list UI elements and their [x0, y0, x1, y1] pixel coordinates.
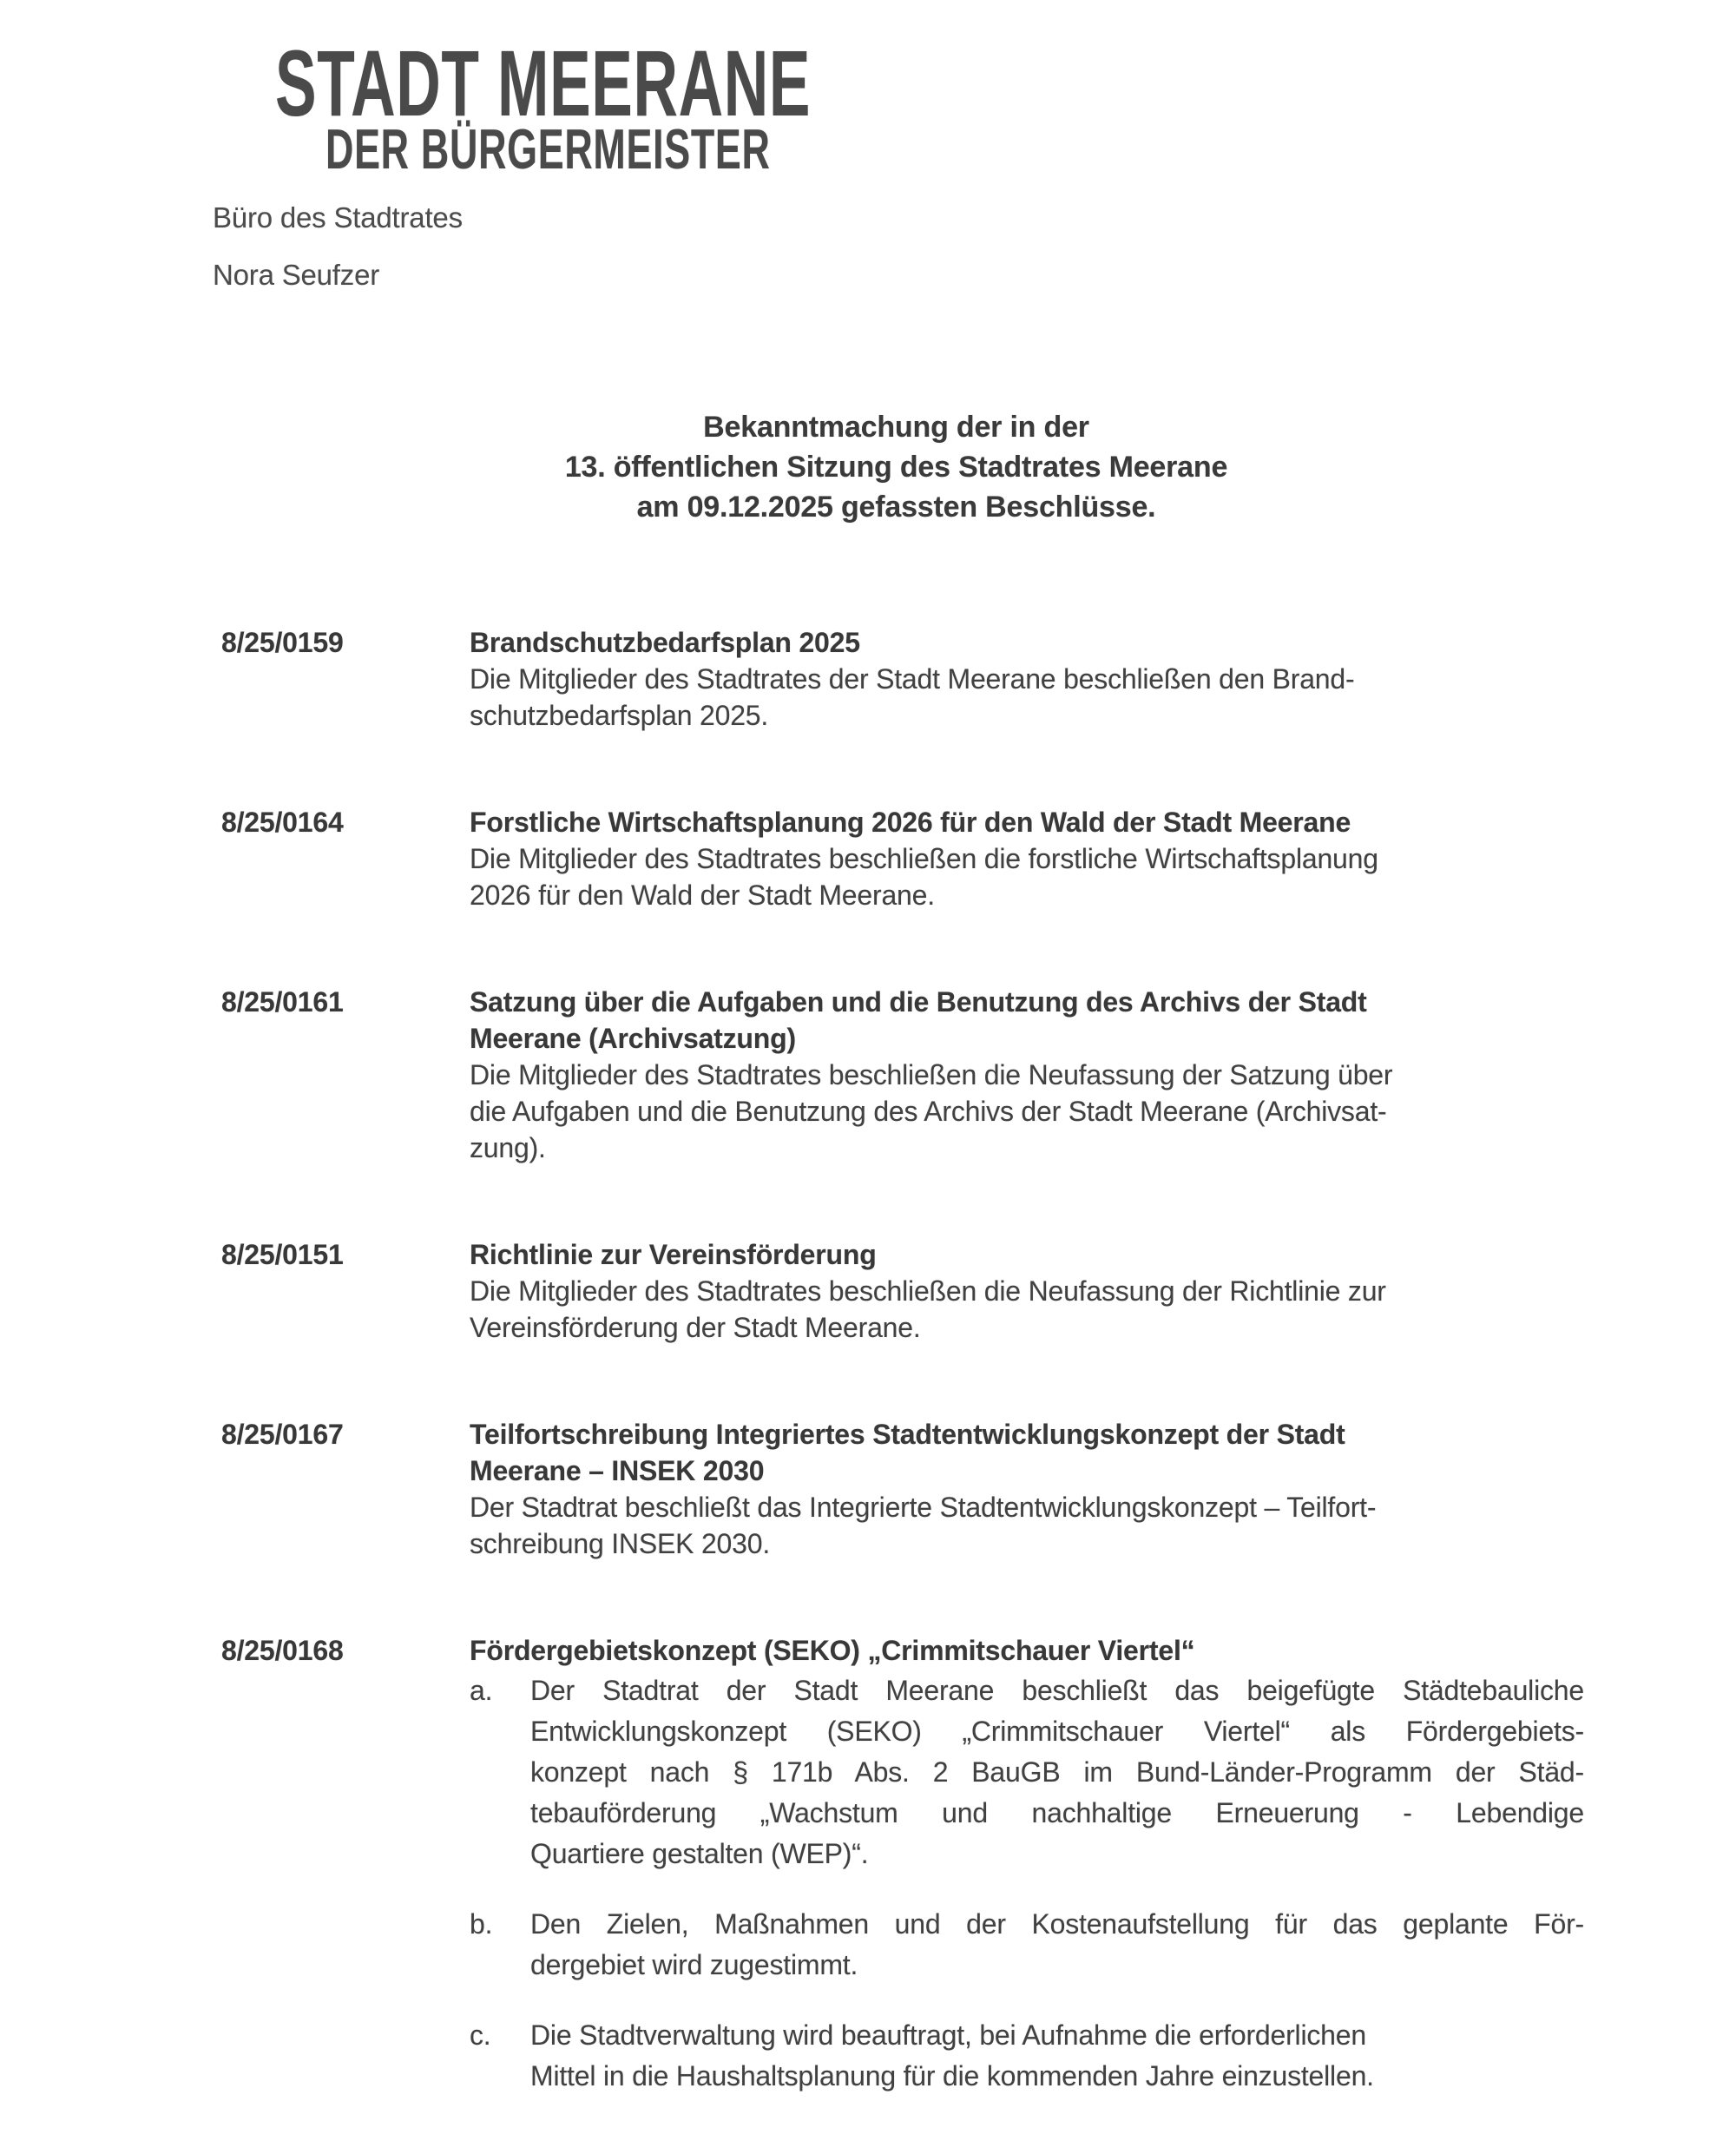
resolution-title: [470, 1236, 1584, 1273]
text-line: Meerane (Archivsatzung): [470, 1023, 796, 1054]
letterhead-org-name: STADT MEERANE: [275, 30, 812, 135]
text-line: schutzbedarfsplan 2025.: [470, 700, 769, 731]
letterhead-department: Büro des Stadtrates: [213, 201, 463, 234]
resolution-title: [470, 984, 1584, 1057]
resolution-number: 8/25/0159: [221, 627, 344, 658]
resolutions-list: [221, 624, 1584, 2141]
text-line: Die Stadtverwaltung wird beauftragt, bei Aufnahme die erforderlichen: [530, 2019, 1366, 2051]
sub-item-b: [470, 1904, 1584, 1986]
resolution-content: [470, 804, 1584, 913]
sub-item-label: a.: [470, 1675, 493, 1706]
resolution-item: [221, 1632, 1584, 2097]
sub-item-c: [470, 2015, 1584, 2097]
resolution-body: [470, 1273, 1584, 1346]
resolution-number: 8/25/0168: [221, 1635, 344, 1666]
announcement-title: [226, 407, 1567, 527]
text-line: die Aufgaben und die Benutzung des Archivs der Stadt Meerane (Archivsat-: [470, 1096, 1387, 1127]
text-line: Richtlinie zur Vereinsförderung: [470, 1239, 877, 1270]
text-line: Bekanntmachung der in der: [703, 411, 1089, 444]
resolution-content: [470, 624, 1584, 734]
text-line: Vereinsförderung der Stadt Meerane.: [470, 1312, 921, 1343]
sub-item-a: [470, 1670, 1584, 1874]
sub-item-text: [530, 1670, 1584, 1874]
sub-item-text: [530, 1904, 1584, 1986]
letterhead-contact-person: Nora Seufzer: [213, 259, 380, 291]
resolution-number: 8/25/0151: [221, 1239, 344, 1270]
resolution-title: [470, 624, 1584, 661]
text-line: schreibung INSEK 2030.: [470, 1528, 771, 1559]
resolution-content: [470, 1416, 1584, 1562]
resolution-item: [221, 1416, 1584, 1562]
resolution-body: [470, 840, 1584, 913]
resolution-body: [470, 1489, 1584, 1562]
sub-item-text: [530, 2015, 1584, 2097]
text-line: dergebiet wird zugestimmt.: [530, 1949, 858, 1980]
text-line: zung).: [470, 1132, 546, 1163]
letterhead-role: DER BÜRGERMEISTER: [326, 117, 771, 181]
resolution-item: [221, 624, 1584, 734]
text-line: Entwicklungskonzept (SEKO) „Crimmitschauer Viertel“ als Fördergebiets-: [530, 1716, 1584, 1747]
text-line: Die Mitglieder des Stadtrates der Stadt Meerane beschließen den Brand-: [470, 663, 1355, 695]
text-line: Brandschutzbedarfsplan 2025: [470, 627, 860, 658]
text-line: Die Mitglieder des Stadtrates beschließen die Neufassung der Richtlinie zur: [470, 1275, 1386, 1307]
text-line: am 09.12.2025 gefassten Beschlüsse.: [636, 491, 1156, 524]
resolution-content: [470, 1236, 1584, 1346]
resolution-item: [221, 1236, 1584, 1346]
resolution-item: [221, 984, 1584, 1166]
resolution-content: [470, 984, 1584, 1166]
text-line: konzept nach § 171b Abs. 2 BauGB im Bund-Länder-Programm der Städ-: [530, 1756, 1584, 1788]
text-line: Fördergebietskonzept (SEKO) „Crimmitschauer Viertel“: [470, 1635, 1195, 1666]
text-line: 13. öffentlichen Sitzung des Stadtrates Meerane: [564, 451, 1228, 484]
resolution-title: [470, 804, 1584, 840]
text-line: Satzung über die Aufgaben und die Benutzung des Archivs der Stadt: [470, 986, 1367, 1018]
resolution-number: 8/25/0164: [221, 807, 344, 838]
resolution-sub-list: [470, 1670, 1584, 2097]
sub-item-label: c.: [470, 2019, 491, 2051]
sub-item-label: b.: [470, 1908, 493, 1940]
text-line: 2026 für den Wald der Stadt Meerane.: [470, 879, 935, 911]
resolution-number: 8/25/0167: [221, 1419, 344, 1450]
text-line: Quartiere gestalten (WEP)“.: [530, 1838, 869, 1869]
text-line: Der Stadtrat beschließt das Integrierte Stadtentwicklungskonzept – Teilfort-: [470, 1492, 1377, 1523]
resolution-body: [470, 1057, 1584, 1166]
resolution-body: [470, 661, 1584, 734]
resolution-number: 8/25/0161: [221, 986, 344, 1018]
text-line: Teilfortschreibung Integriertes Stadtentwicklungskonzept der Stadt: [470, 1419, 1345, 1450]
text-line: Forstliche Wirtschaftsplanung 2026 für den Wald der Stadt Meerane: [470, 807, 1351, 838]
text-line: Mittel in die Haushaltsplanung für die kommenden Jahre einzustellen.: [530, 2060, 1374, 2092]
resolution-item: [221, 804, 1584, 913]
text-line: tebauförderung „Wachstum und nachhaltige Erneuerung - Lebendige: [530, 1797, 1584, 1828]
text-line: Der Stadtrat der Stadt Meerane beschließt das beigefügte Städtebauliche: [530, 1675, 1584, 1706]
text-line: Die Mitglieder des Stadtrates beschließen die Neufassung der Satzung über: [470, 1059, 1393, 1090]
text-line: Die Mitglieder des Stadtrates beschließen die forstliche Wirtschaftsplanung: [470, 843, 1378, 874]
text-line: Den Zielen, Maßnahmen und der Kostenaufstellung für das geplante För-: [530, 1908, 1584, 1940]
text-line: Meerane – INSEK 2030: [470, 1455, 765, 1486]
resolution-content: [470, 1632, 1584, 2097]
resolution-title: [470, 1416, 1584, 1489]
resolution-title: [470, 1632, 1584, 1669]
